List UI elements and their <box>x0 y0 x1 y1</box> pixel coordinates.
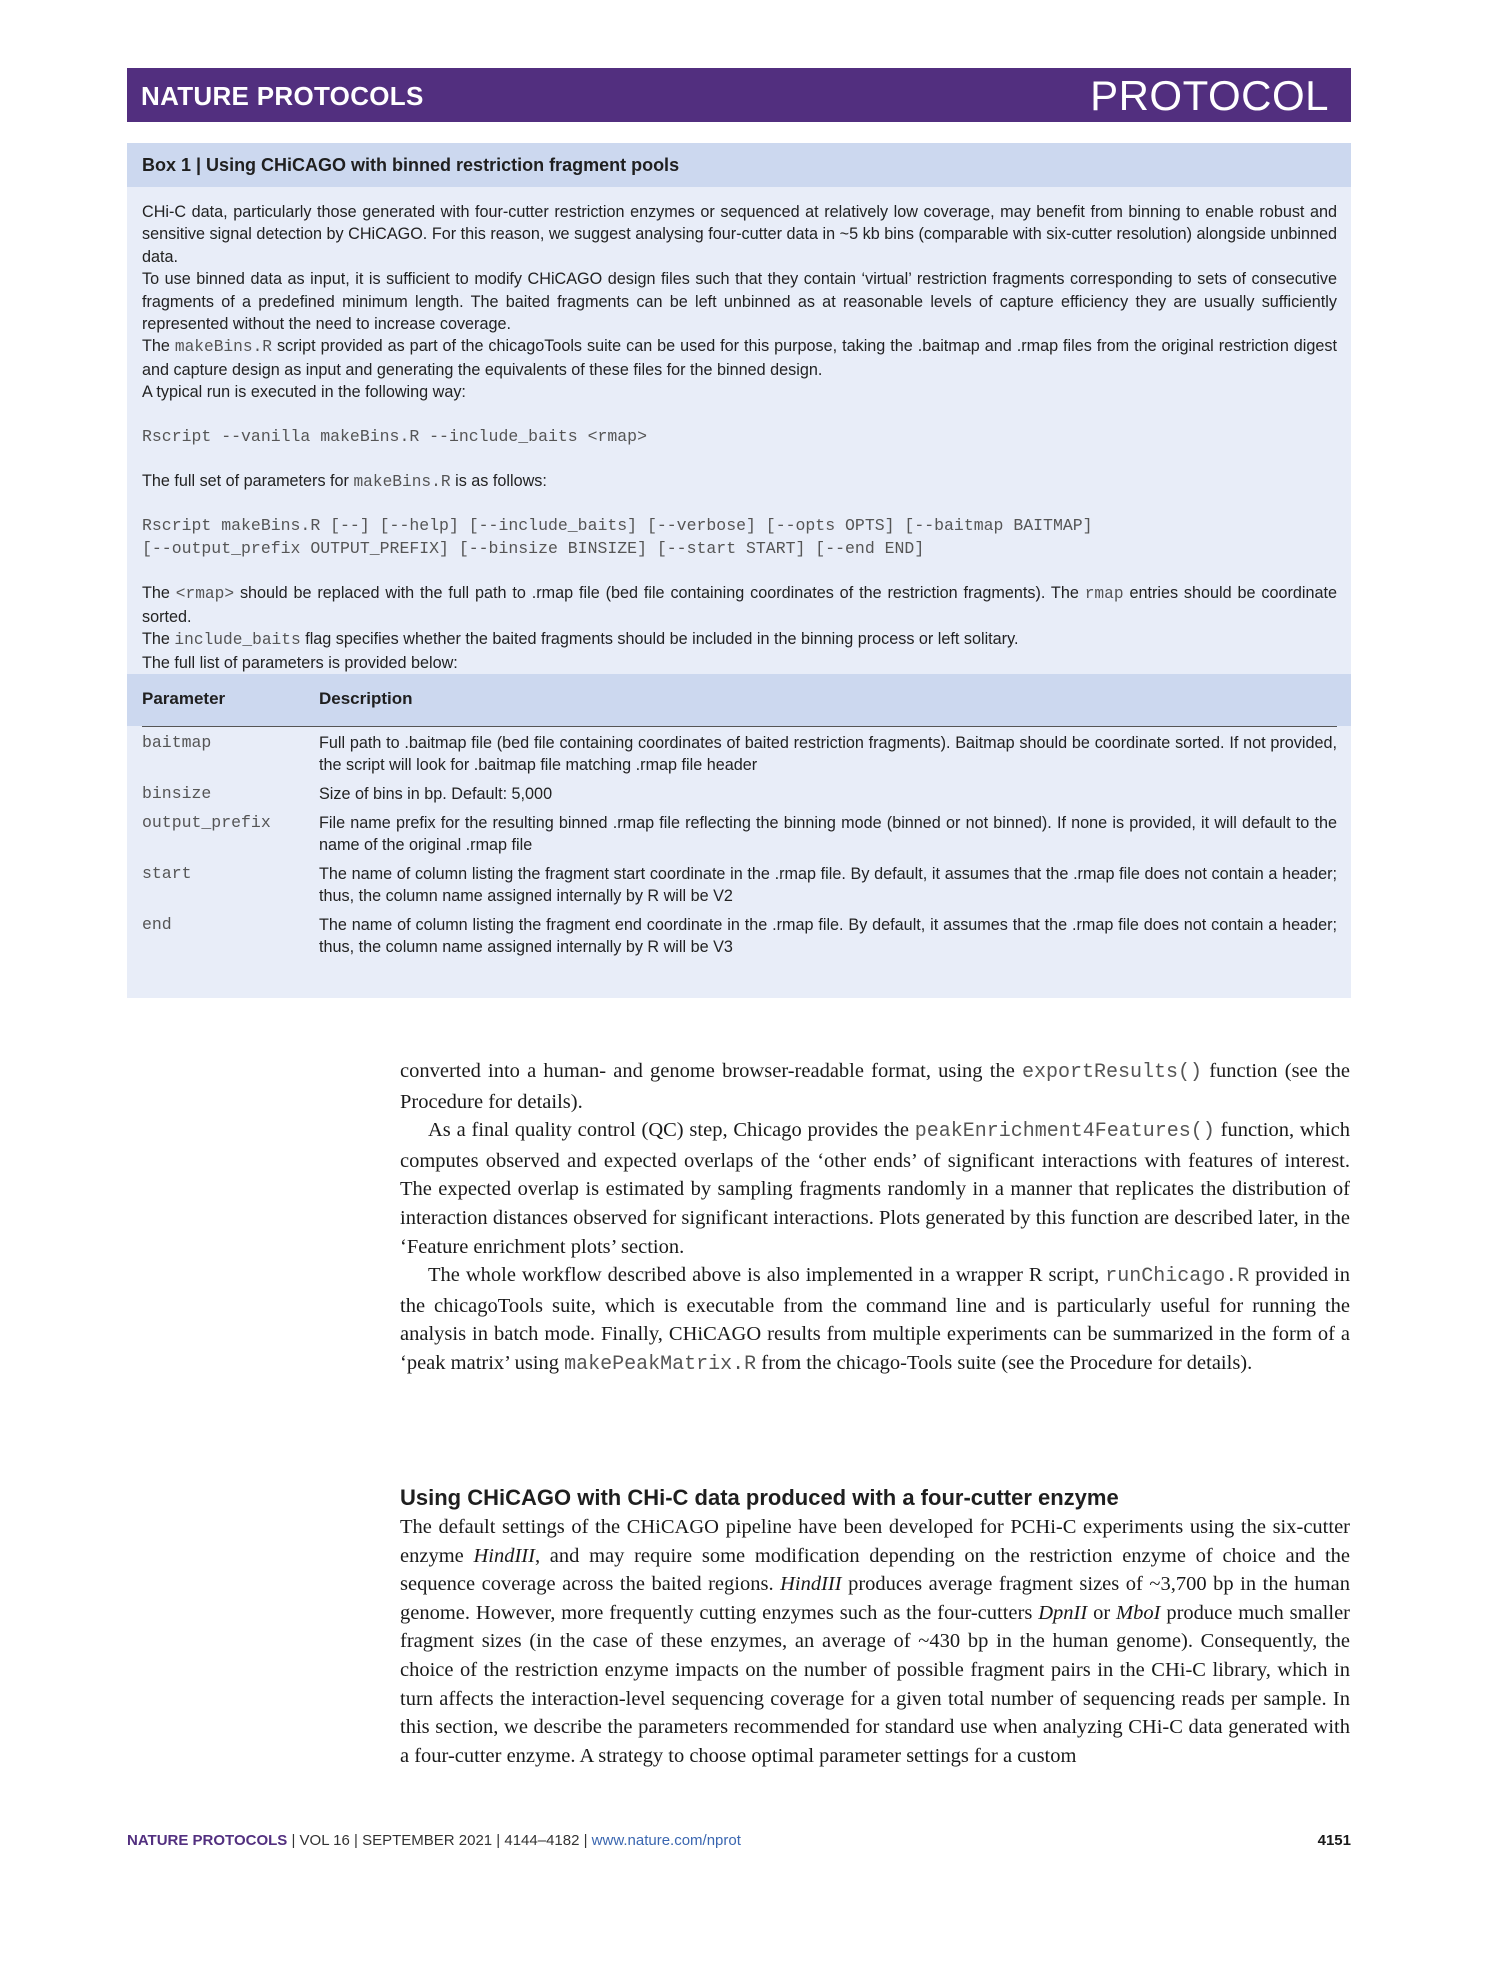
inline-code: rmap <box>1084 585 1124 604</box>
box-paragraph: A typical run is executed in the following way: <box>142 383 466 402</box>
journal-header-bar <box>127 68 1351 122</box>
param-name: baitmap <box>142 733 212 752</box>
article-type-label: PROTOCOL <box>1090 72 1329 119</box>
footer-citation: | VOL 16 | SEPTEMBER 2021 | 4144–4182 | <box>287 1832 592 1849</box>
box-title-bar <box>127 143 1351 187</box>
command-line: [--output_prefix OUTPUT_PREFIX] [--binsize BINSIZE] [--start START] [--end END] <box>142 538 925 558</box>
inline-code: runChicago.R <box>1105 1265 1250 1289</box>
inline-code: <rmap> <box>175 585 235 604</box>
box-paragraph: CHi-C data, particularly those generated with four-cutter restriction enzymes or sequenced at relatively low coverage, may benefit from binning to enable robust and sensitive signal detection by CHiCAGO. For this reason, we suggest analysing four-cutter data in ~5 kb bins (comparable with six-cutter resolution) alongside unbinned data. <box>142 203 1337 266</box>
body-paragraph: The whole workflow described above is also implemented in a wrapper R script, runChicago.R provided in the chicagoTools suite, which is executable from the command line and is particularly useful for running the analysis in batch mode. Finally, CHiCAGO results from multiple experiments can be summarized in the form of a ‘peak matrix’ using makePeakMatrix.R from the chicago-Tools suite (see the Procedure for details). <box>400 1264 1350 1376</box>
box-title: Box 1 | Using CHiCAGO with binned restriction fragment pools <box>142 155 680 175</box>
box-paragraph: The <rmap> should be replaced with the full path to .rmap file (bed file containing coordinates of the restriction fragments). The rmap entries should be coordinate sorted. <box>142 584 1337 626</box>
page-footer <box>127 1832 1351 1849</box>
body-paragraph: converted into a human- and genome browser-readable format, using the exportResults() function (see the Procedure for details). <box>400 1060 1350 1113</box>
param-description: The name of column listing the fragment end coordinate in the .rmap file. By default, it assumes that the .rmap file does not contain a header; thus, the column name assigned internally by R will be V3 <box>319 916 1337 957</box>
box-paragraph: To use binned data as input, it is sufficient to modify CHiCAGO design files such that they contain ‘virtual’ restriction fragments corresponding to sets of consecutive fragments of a predefined minimum length. The baited fragments can be left unbinned as at reasonable levels of capture efficiency they are usually sufficiently represented without the need to increase coverage. <box>142 270 1337 334</box>
command-line: Rscript --vanilla makeBins.R --include_baits <rmap> <box>142 426 647 446</box>
footer-journal: NATURE PROTOCOLS <box>127 1832 288 1849</box>
box-paragraph: The full set of parameters for makeBins.R is as follows: <box>142 472 547 492</box>
inline-code: makePeakMatrix.R <box>564 1352 757 1376</box>
param-description: The name of column listing the fragment start coordinate in the .rmap file. By default, it assumes that the .rmap file does not contain a header; thus, the column name assigned internally by R will be V2 <box>319 865 1337 906</box>
box-paragraph: The full list of parameters is provided below: <box>142 653 458 672</box>
param-name: end <box>142 915 172 934</box>
section-paragraph: The default settings of the CHiCAGO pipeline have been developed for PCHi-C experiments using the six-cutter enzyme HindIII, and may require some modification depending on the restriction enzyme of choice and the sequence coverage across the baited regions. HindIII produces average fragment sizes of ~3,700 bp in the human genome. However, more frequently cutting enzymes such as the four-cutters DpnII or MboI produce much smaller fragment sizes (in the case of these enzymes, an average of ~430 bp in the human genome). Consequently, the choice of the restriction enzyme impacts on the number of possible fragment pairs in the CHi-C library, which in turn affects the interaction-level sequencing coverage for a given total number of sequencing reads per sample. In this section, we describe the parameters recommended for standard use when analyzing CHi-C data generated with a four-cutter enzyme. A strategy to choose optimal parameter settings for a custom <box>400 1516 1351 1767</box>
param-description: File name prefix for the resulting binned .rmap file reflecting the binning mode (binned or not binned). If none is provided, it will default to the name of the original .rmap file <box>319 814 1337 855</box>
inline-code: makeBins.R <box>174 338 273 357</box>
box-paragraph: The makeBins.R script provided as part of the chicagoTools suite can be used for this purpose, taking the .baitmap and .rmap files from the original restriction digest and capture design as input and generating the equivalents of these files for the binned design. <box>142 337 1337 379</box>
param-name: start <box>142 864 192 883</box>
param-description: Full path to .baitmap file (bed file containing coordinates of baited restriction fragments). Baitmap should be coordinate sorted. If not provided, the script will look for .baitmap file matching .rmap file header <box>319 734 1337 775</box>
box-paragraph: The include_baits flag specifies whether the baited fragments should be included in the binning process or left solitary. <box>142 630 1019 650</box>
table-header-description: Description <box>319 689 413 708</box>
journal-name: NATURE PROTOCOLS <box>141 81 424 111</box>
page-number: 4151 <box>1317 1832 1351 1849</box>
section-heading: Using CHiCAGO with CHi-C data produced with a four-cutter enzyme <box>400 1485 1119 1510</box>
param-name: binsize <box>142 784 212 803</box>
inline-code: include_baits <box>174 631 301 650</box>
table-header <box>127 674 1351 726</box>
inline-code: exportResults() <box>1022 1061 1203 1084</box>
box-text <box>142 201 1337 674</box>
body-paragraph: As a final quality control (QC) step, Chicago provides the peakEnrichment4Features() function, which computes observed and expected overlaps of the ‘other ends’ of significant interactions with features of interest. The expected overlap is estimated by sampling fragments randomly in a manner that replicates the distribution of interaction distances observed for significant interactions. Plots generated by this function are described later, in the ‘Feature enrichment plots’ section. <box>400 1119 1350 1258</box>
footer-url-link[interactable]: www.nature.com/nprot <box>591 1832 741 1849</box>
command-line: Rscript makeBins.R [--] [--help] [--include_baits] [--verbose] [--opts OPTS] [--baitmap BAITMAP] <box>142 516 1093 536</box>
table-header-parameter: Parameter <box>142 689 226 708</box>
param-name: output_prefix <box>142 813 271 832</box>
param-description: Size of bins in bp. Default: 5,000 <box>319 785 553 803</box>
main-text <box>400 1057 1350 1380</box>
inline-code: peakEnrichment4Features() <box>914 1120 1215 1144</box>
inline-code: makeBins.R <box>353 473 451 492</box>
table-rule <box>142 726 1337 727</box>
